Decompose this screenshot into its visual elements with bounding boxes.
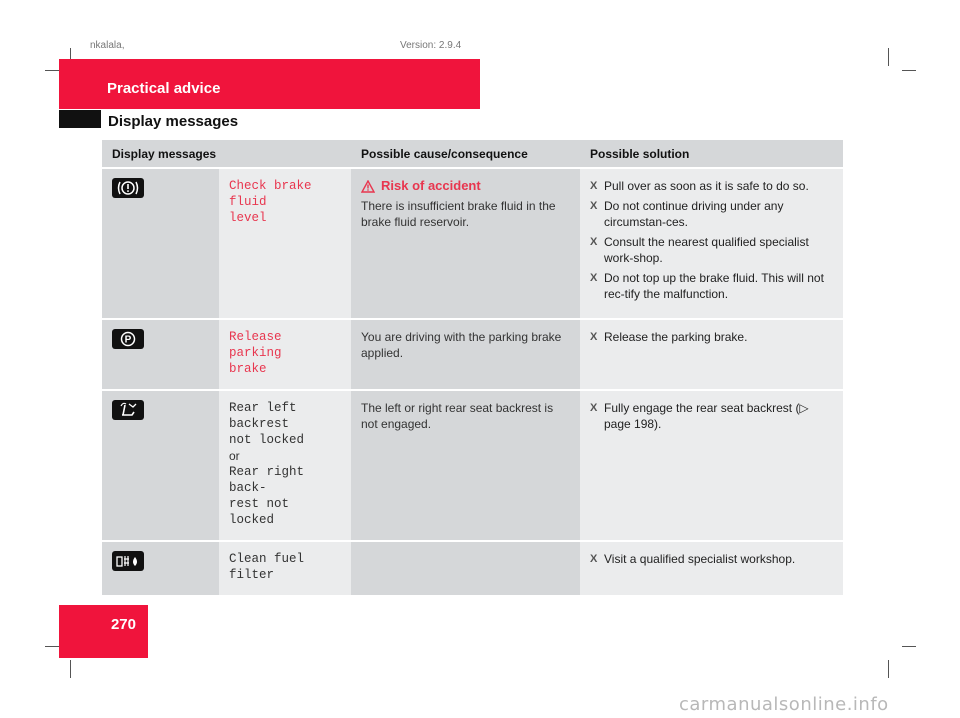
solution-cell	[580, 390, 843, 541]
brake-warning-icon	[112, 178, 144, 198]
solution-cell	[580, 541, 843, 595]
cause-text: There is insufficient brake fluid in the brake fluid reservoir.	[361, 199, 556, 229]
fuel-filter-icon	[112, 551, 144, 571]
message-cell	[219, 541, 351, 595]
warning-heading	[361, 178, 570, 194]
cause-cell	[351, 541, 580, 595]
cause-cell	[351, 168, 580, 319]
table-row	[102, 541, 843, 595]
crop-mark	[45, 70, 59, 71]
crop-mark	[70, 660, 71, 678]
chapter-title: Practical advice	[107, 80, 221, 97]
page-number-box	[59, 605, 148, 658]
table-header-row	[102, 140, 843, 168]
icon-cell	[102, 541, 219, 595]
cause-text: The left or right rear seat backrest is not engaged.	[361, 401, 554, 431]
message-text: Rear right back-	[229, 465, 305, 495]
message-text: Clean fuel filter	[229, 552, 305, 582]
page-number: 270	[110, 616, 136, 633]
message-text: Rear left backrest	[229, 401, 297, 431]
column-header: Possible solution	[580, 140, 843, 168]
parking-brake-icon	[112, 329, 144, 349]
svg-text:P: P	[124, 334, 132, 346]
solution-cell	[580, 168, 843, 319]
message-text: Check brake fluid	[229, 179, 312, 209]
table-row	[102, 390, 843, 541]
watermark: carmanualsonline.info	[679, 694, 889, 715]
crop-mark	[902, 70, 916, 71]
warning-title: Risk of accident	[381, 178, 481, 193]
cause-cell	[351, 390, 580, 541]
cause-cell	[351, 319, 580, 390]
crop-mark	[888, 48, 889, 66]
column-header: Display messages	[102, 140, 351, 168]
print-meta-left: nkalala,	[90, 40, 125, 51]
message-text: level	[229, 211, 267, 225]
table-row	[102, 168, 843, 319]
display-messages-table	[102, 140, 843, 595]
message-text: brake	[229, 362, 267, 376]
solution-cell	[580, 319, 843, 390]
icon-cell	[102, 168, 219, 319]
solution-item: X Visit a qualified specialist workshop.	[590, 551, 833, 567]
section-title: Display messages	[108, 113, 239, 130]
message-cell	[219, 390, 351, 541]
crop-mark	[902, 646, 916, 647]
table-row	[102, 319, 843, 390]
crop-mark	[45, 646, 59, 647]
message-text: rest not locked	[229, 497, 290, 527]
solution-item: X Release the parking brake.	[590, 329, 833, 345]
message-text: Release parking	[229, 330, 282, 360]
message-cell	[219, 168, 351, 319]
solution-item: X Do not top up the brake fluid. This will not rec-tify the malfunction.	[590, 270, 833, 302]
message-text: not locked	[229, 433, 305, 447]
section-marker	[59, 110, 101, 128]
message-or: or	[229, 449, 240, 463]
solution-item: X Consult the nearest qualified specialist work-shop.	[590, 234, 833, 266]
print-meta-right: Version: 2.9.4	[400, 40, 462, 51]
warning-triangle-icon	[361, 180, 375, 193]
message-cell	[219, 319, 351, 390]
solution-item: X Fully engage the rear seat backrest (▷ page 198).	[590, 400, 833, 432]
cause-text: You are driving with the parking brake applied.	[361, 330, 562, 360]
solution-item: X Do not continue driving under any circumstan-ces.	[590, 198, 833, 230]
icon-cell	[102, 319, 219, 390]
solution-item: X Pull over as soon as it is safe to do so.	[590, 178, 833, 194]
seat-backrest-icon	[112, 400, 144, 420]
icon-cell	[102, 390, 219, 541]
crop-mark	[888, 660, 889, 678]
column-header: Possible cause/consequence	[351, 140, 580, 168]
